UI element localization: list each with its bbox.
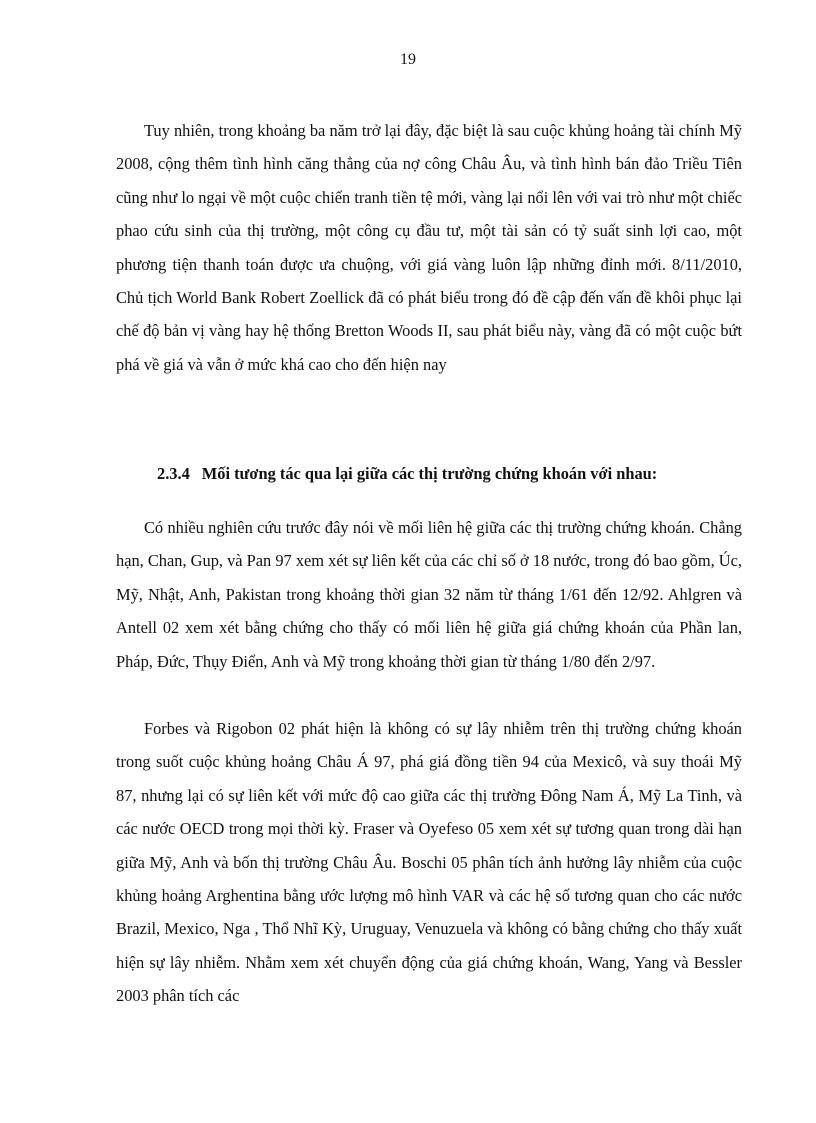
section-number: 2.3.4 [157,464,190,483]
paragraph-market-linkages: Có nhiều nghiên cứu trước đây nói về mối liên hệ giữa các thị trường chứng khoán. Chẳng hạn, Chan, Gup, và Pan 97 xem xét sự liên kết của các chỉ số ở 18 nước, trong đó bao gồm, Úc, Mỹ, Nhật, Anh, Pakistan trong khoảng thời gian 32 năm từ tháng 1/61 đến 12/92. Ahlgren và Antell 02 xem xét bằng chứng cho thấy có mối liên hệ giữa giá chứng khoán của Phần lan, Pháp, Đức, Thụy Điển, Anh và Mỹ trong khoảng thời gian từ tháng 1/80 đến 2/97. [116,518,742,671]
section-title: Mối tương tác qua lại giữa các thị trường chứng khoán với nhau: [201,464,658,483]
page-number: 19 [400,51,416,68]
section-heading [157,462,757,486]
paragraph-gold-history: Tuy nhiên, trong khoảng ba năm trở lại đây, đặc biệt là sau cuộc khủng hoảng tài chính Mỹ 2008, cộng thêm tình hình căng thẳng của nợ công Châu Âu, và tình hình bán đảo Triều Tiên cũng như lo ngại về một cuộc chiến tranh tiền tệ mới, vàng lại nổi lên với vai trò như một chiếc phao cứu sinh của thị trường, một công cụ đầu tư, một tài sản có tỷ suất sinh lợi cao, một phương tiện thanh toán được ưa chuộng, với giá vàng luôn lập những đỉnh mới. 8/11/2010, Chủ tịch World Bank Robert Zoellick đã có phát biểu trong đó đề cập đến vấn đề khôi phục lại chế độ bản vị vàng hay hệ thống Bretton Woods II, sau phát biểu này, vàng đã có một cuộc bứt phá về giá và vẫn ở mức khá cao cho đến hiện nay [116,121,742,374]
paragraph-contagion-studies: Forbes và Rigobon 02 phát hiện là không có sự lây nhiễm trên thị trường chứng khoán trong suốt cuộc khủng hoảng Châu Á 97, phá giá đồng tiền 94 của Mexicô, và suy thoái Mỹ 87, nhưng lại có sự liên kết với mức độ cao giữa các thị trường Đông Nam Á, Mỹ La Tinh, và các nước OECD trong mọi thời kỳ. Fraser và Oyefeso 05 xem xét sự tương quan trong dài hạn giữa Mỹ, Anh và bốn thị trường Châu Âu. Boschi 05 phân tích ảnh hưởng lây nhiễm của cuộc khủng hoảng Arghentina bằng ước lượng mô hình VAR và các hệ số tương quan cho các nước Brazil, Mexico, Nga , Thổ Nhĩ Kỳ, Uruguay, Venuzuela và không có bằng chứng cho thấy xuất hiện sự lây nhiễm. Nhằm xem xét chuyển động của giá chứng khoán, Wang, Yang và Bessler 2003 phân tích các [116,719,742,1006]
